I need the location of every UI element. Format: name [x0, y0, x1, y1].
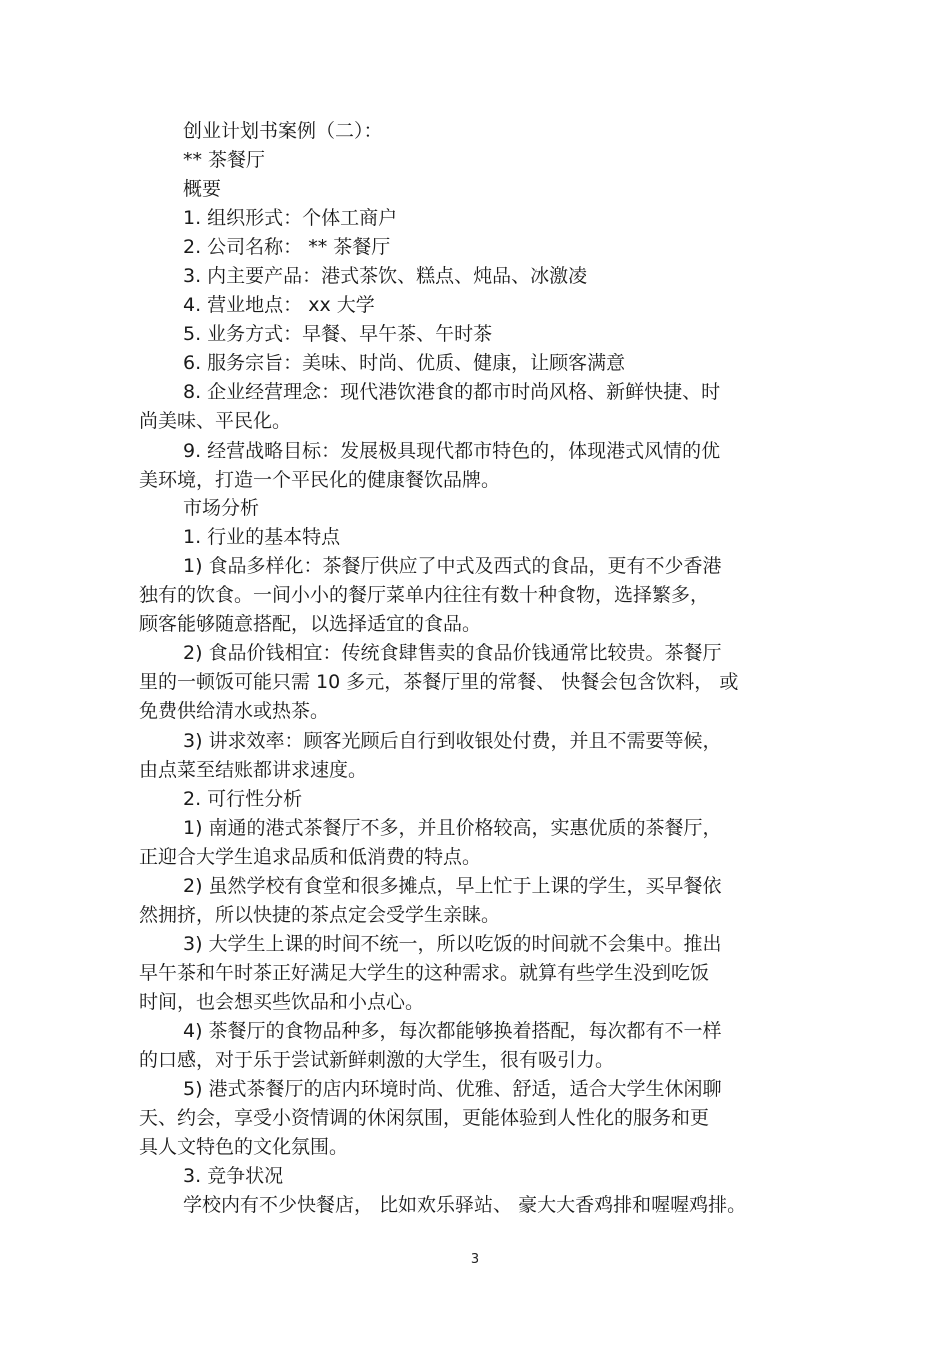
doc-line: 创业计划书案例（二）：	[183, 120, 383, 142]
doc-line: 5. 业务方式：早餐、早午茶、午时茶	[183, 323, 493, 345]
doc-line: 概要	[183, 178, 222, 200]
doc-line: 2) 食品价钱相宜：传统食肆售卖的食品价钱通常比较贵。茶餐厅	[183, 642, 722, 664]
doc-line: 3. 竞争状况	[183, 1165, 284, 1187]
doc-line: 免费供给清水或热茶。	[139, 700, 330, 722]
doc-line: 1. 行业的基本特点	[183, 526, 341, 548]
doc-line: 天、约会，享受小资情调的休闲氛围，更能体验到人性化的服务和更	[139, 1107, 710, 1129]
doc-line: 3) 大学生上课的时间不统一，所以吃饭的时间就不会集中。推出	[183, 933, 722, 955]
doc-line: 里的一顿饭可能只需 10 多元，茶餐厅里的常餐、 快餐会包含饮料， 或	[139, 671, 739, 693]
doc-line: 3. 内主要产品：港式茶饮、糕点、炖品、冰激凌	[183, 265, 588, 287]
doc-line: 独有的饮食。一间小小的餐厅菜单内往往有数十种食物，选择繁多，	[139, 584, 710, 606]
doc-line: 9. 经营战略目标：发展极具现代都市特色的，体现港式风情的优	[183, 440, 721, 462]
doc-line: 尚美味、平民化。	[139, 410, 292, 432]
doc-line: 由点菜至结账都讲求速度。	[139, 759, 368, 781]
doc-line: 6. 服务宗旨：美味、时尚、优质、健康，让顾客满意	[183, 352, 626, 374]
doc-line: 顾客能够随意搭配，以选择适宜的食品。	[139, 613, 482, 635]
doc-line: 8. 企业经营理念：现代港饮港食的都市时尚风格、新鲜快捷、时	[183, 381, 721, 403]
doc-line: 早午茶和午时茶正好满足大学生的这种需求。就算有些学生没到吃饭	[139, 962, 710, 984]
doc-line: 2. 可行性分析	[183, 788, 303, 810]
doc-line: 3) 讲求效率：顾客光顾后自行到收银处付费，并且不需要等候，	[183, 730, 722, 752]
doc-line: 2. 公司名称： ** 茶餐厅	[183, 236, 391, 258]
doc-line: 市场分析	[183, 497, 260, 519]
doc-line: 4. 营业地点： xx 大学	[183, 294, 375, 316]
page-number: 3	[470, 1252, 480, 1267]
doc-line: 时间，也会想买些饮品和小点心。	[139, 991, 425, 1013]
doc-line: 学校内有不少快餐店， 比如欢乐驿站、 豪大大香鸡排和喔喔鸡排。	[183, 1194, 747, 1216]
doc-line: 5) 港式茶餐厅的店内环境时尚、优雅、舒适，适合大学生休闲聊	[183, 1078, 722, 1100]
doc-line: 正迎合大学生追求品质和低消费的特点。	[139, 846, 482, 868]
doc-line: 美环境，打造一个平民化的健康餐饮品牌。	[139, 469, 501, 491]
doc-line: 具人文特色的文化氛围。	[139, 1136, 349, 1158]
doc-line: 1) 南通的港式茶餐厅不多，并且价格较高，实惠优质的茶餐厅，	[183, 817, 722, 839]
doc-line: ** 茶餐厅	[183, 149, 266, 171]
doc-line: 4) 茶餐厅的食物品种多，每次都能够换着搭配，每次都有不一样	[183, 1020, 722, 1042]
doc-line: 1) 食品多样化：茶餐厅供应了中式及西式的食品，更有不少香港	[183, 555, 722, 577]
doc-line: 的口感，对于乐于尝试新鲜刺激的大学生，很有吸引力。	[139, 1049, 615, 1071]
doc-line: 1. 组织形式：个体工商户	[183, 207, 398, 229]
doc-line: 然拥挤，所以快捷的茶点定会受学生亲睐。	[139, 904, 501, 926]
doc-line: 2) 虽然学校有食堂和很多摊点，早上忙于上课的学生，买早餐依	[183, 875, 722, 897]
